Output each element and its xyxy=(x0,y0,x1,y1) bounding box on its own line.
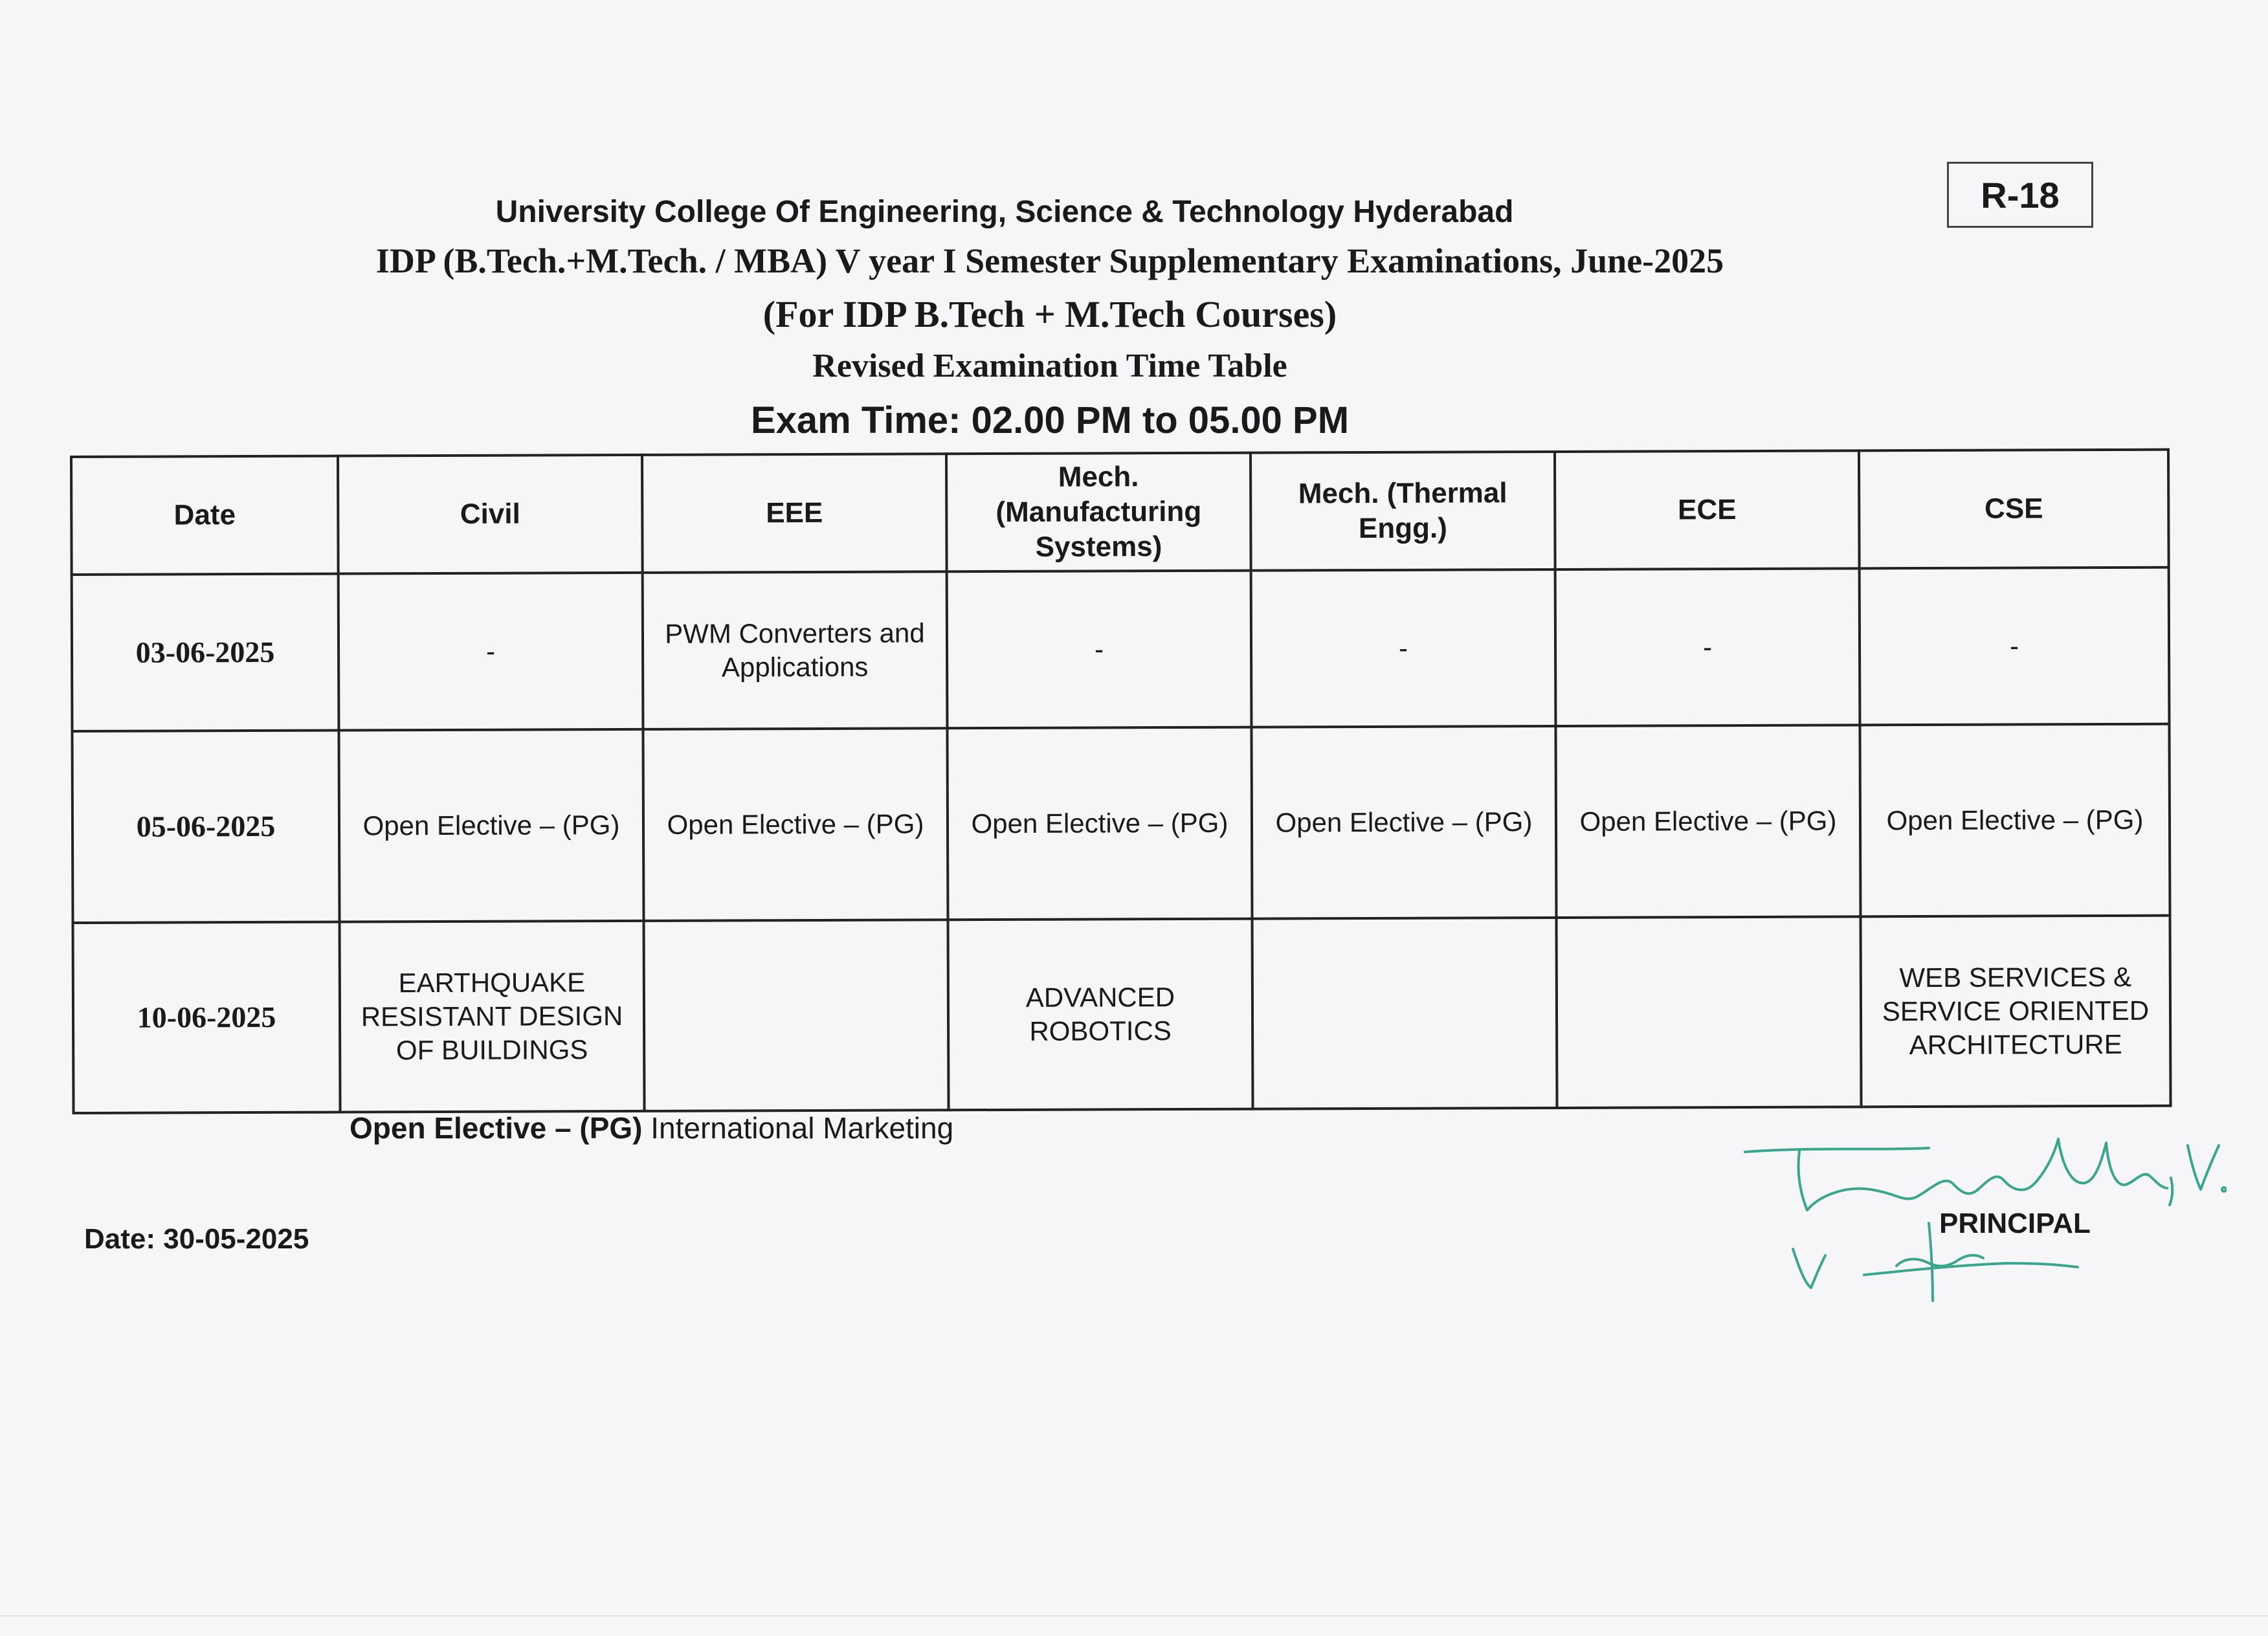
column-header-date: Date xyxy=(71,456,339,575)
table-cell: ADVANCED ROBOTICS xyxy=(948,919,1253,1111)
table-cell: Open Elective – (PG) xyxy=(643,728,948,921)
note-label: Open Elective – (PG) xyxy=(350,1111,643,1145)
table-cell: Open Elective – (PG) xyxy=(1860,724,2170,917)
principal-title: PRINCIPAL xyxy=(1939,1208,2091,1239)
column-header-civil: Civil xyxy=(338,455,643,574)
table-cell: Open Elective – (PG) xyxy=(947,727,1252,920)
table-row xyxy=(73,916,2171,1113)
table-cell: PWM Converters and Applications xyxy=(643,571,948,729)
open-elective-note xyxy=(350,1111,953,1145)
table-row xyxy=(72,724,2170,923)
table-cell xyxy=(1557,916,1862,1108)
table-cell: - xyxy=(1860,568,2170,725)
column-header-cse: CSE xyxy=(1859,450,2169,569)
column-header-mech-manufacturing: Mech. (Manufacturing Systems) xyxy=(946,453,1251,572)
exam-title: IDP (B.Tech.+M.Tech. / MBA) V year I Semester Supplementary Examinations, June-2025 xyxy=(375,241,1724,280)
date-cell: 05-06-2025 xyxy=(72,731,339,923)
exam-time: Exam Time: 02.00 PM to 05.00 PM xyxy=(750,399,1350,441)
scan-edge-line xyxy=(0,1615,2268,1617)
timetable xyxy=(70,448,2172,1114)
table-cell: Open Elective – (PG) xyxy=(339,729,643,922)
table-cell xyxy=(1252,918,1557,1109)
timetable-title: Revised Examination Time Table xyxy=(812,348,1287,384)
table-row xyxy=(72,568,2170,731)
table-cell: WEB SERVICES & SERVICE ORIENTED ARCHITECTURE xyxy=(1861,916,2171,1107)
note-text: International Marketing xyxy=(642,1111,954,1145)
column-header-ece: ECE xyxy=(1555,450,1860,569)
document-date: Date: 30-05-2025 xyxy=(84,1223,309,1255)
table-cell xyxy=(644,920,949,1111)
date-cell: 03-06-2025 xyxy=(72,574,339,731)
table-header-row xyxy=(71,450,2169,575)
column-header-mech-thermal: Mech. (Thermal Engg.) xyxy=(1251,452,1555,571)
table-cell: EARTHQUAKE RESISTANT DESIGN OF BUILDINGS xyxy=(340,921,645,1112)
table-cell: - xyxy=(339,573,643,731)
table-cell: Open Elective – (PG) xyxy=(1555,725,1860,918)
table-cell: - xyxy=(947,571,1252,729)
table-cell: - xyxy=(1251,569,1556,727)
college-name: University College Of Engineering, Science & Technology Hyderabad xyxy=(495,195,1514,229)
column-header-eee: EEE xyxy=(642,454,947,573)
date-cell: 10-06-2025 xyxy=(73,922,340,1113)
course-subtitle: (For IDP B.Tech + M.Tech Courses) xyxy=(762,293,1337,335)
table-cell: - xyxy=(1555,568,1860,726)
regulation-badge: R-18 xyxy=(1947,162,2093,228)
table-cell: Open Elective – (PG) xyxy=(1251,726,1556,919)
